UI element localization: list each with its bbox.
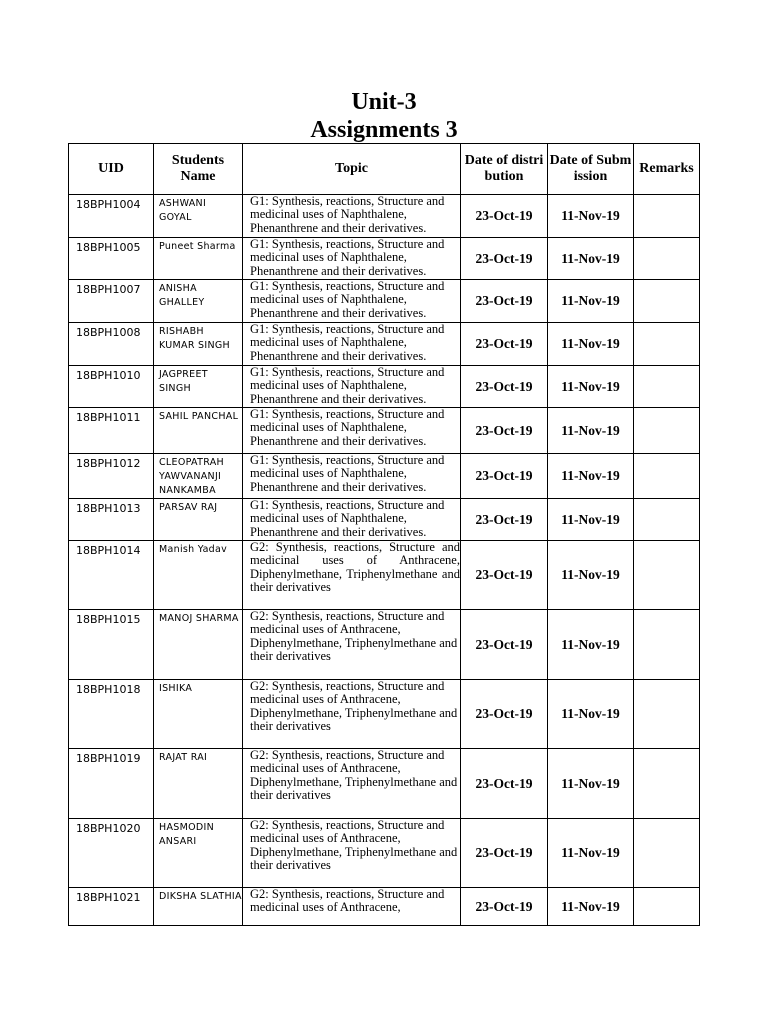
topic-cell: G1: Synthesis, reactions, Structure and medicinal uses of Naphthalene, Phenanthrene and their derivatives. [243, 195, 461, 238]
uid-cell: 18BPH1021 [69, 888, 154, 926]
topic-cell: G2: Synthesis, reactions, Structure and medicinal uses of Anthracene, Diphenylmethane, Triphenylmethane and their derivatives [243, 749, 461, 819]
remarks-cell [634, 749, 700, 819]
topic-cell: G1: Synthesis, reactions, Structure and medicinal uses of Naphthalene, Phenanthrene and their derivatives. [243, 454, 461, 499]
date-distribution-cell: 23-Oct-19 [461, 238, 548, 280]
date-distribution-cell: 23-Oct-19 [461, 408, 548, 454]
topic-cell: G2: Synthesis, reactions, Structure and medicinal uses of Anthracene, Diphenylmethane, Triphenylmethane and their derivatives [243, 610, 461, 680]
topic-cell: G1: Synthesis, reactions, Structure and medicinal uses of Naphthalene, Phenanthrene and their derivatives. [243, 323, 461, 366]
header-remarks: Remarks [634, 144, 700, 195]
topic-cell: G2: Synthesis, reactions, Structure and medicinal uses of Anthracene, Diphenylmethane, Triphenylmethane and their derivatives [243, 680, 461, 749]
uid-cell: 18BPH1019 [69, 749, 154, 819]
student-name-cell: RAJAT RAI [154, 749, 243, 819]
topic-cell: G1: Synthesis, reactions, Structure and medicinal uses of Naphthalene, Phenanthrene and their derivatives. [243, 366, 461, 408]
remarks-cell [634, 280, 700, 323]
remarks-cell [634, 680, 700, 749]
uid-cell: 18BPH1011 [69, 408, 154, 454]
remarks-cell [634, 238, 700, 280]
uid-cell: 18BPH1014 [69, 541, 154, 610]
date-submission-cell: 11-Nov-19 [548, 499, 634, 541]
date-distribution-cell: 23-Oct-19 [461, 888, 548, 926]
table-row [69, 238, 700, 280]
student-name-cell: JAGPREET SINGH [154, 366, 243, 408]
uid-cell: 18BPH1012 [69, 454, 154, 499]
uid-cell: 18BPH1005 [69, 238, 154, 280]
remarks-cell [634, 366, 700, 408]
table-row [69, 323, 700, 366]
student-name-cell: ISHIKA [154, 680, 243, 749]
uid-cell: 18BPH1020 [69, 819, 154, 888]
page-title-unit: Unit-3 [351, 89, 417, 115]
date-submission-cell: 11-Nov-19 [548, 238, 634, 280]
table-row [69, 680, 700, 749]
table-row [69, 819, 700, 888]
date-submission-cell: 11-Nov-19 [548, 888, 634, 926]
remarks-cell [634, 408, 700, 454]
date-submission-cell: 11-Nov-19 [548, 819, 634, 888]
topic-cell: G2: Synthesis, reactions, Structure and medicinal uses of Anthracene, [243, 888, 461, 926]
remarks-cell [634, 454, 700, 499]
uid-cell: 18BPH1008 [69, 323, 154, 366]
page-title-assignment: Assignments 3 [310, 117, 458, 143]
student-name-cell: ASHWANI GOYAL [154, 195, 243, 238]
remarks-cell [634, 541, 700, 610]
date-submission-cell: 11-Nov-19 [548, 408, 634, 454]
header-date-distribution: Date of distribution [461, 144, 548, 195]
date-distribution-cell: 23-Oct-19 [461, 499, 548, 541]
table-row [69, 749, 700, 819]
uid-cell: 18BPH1015 [69, 610, 154, 680]
date-distribution-cell: 23-Oct-19 [461, 610, 548, 680]
student-name-cell: ANISHA GHALLEY [154, 280, 243, 323]
student-name-cell: HASMODIN ANSARI [154, 819, 243, 888]
date-distribution-cell: 23-Oct-19 [461, 454, 548, 499]
remarks-cell [634, 888, 700, 926]
table-row [69, 610, 700, 680]
topic-cell: G1: Synthesis, reactions, Structure and medicinal uses of Naphthalene, Phenanthrene and their derivatives. [243, 280, 461, 323]
header-uid: UID [69, 144, 154, 195]
table-header-row [69, 144, 700, 195]
student-name-cell: PARSAV RAJ [154, 499, 243, 541]
date-distribution-cell: 23-Oct-19 [461, 541, 548, 610]
student-name-cell: MANOJ SHARMA [154, 610, 243, 680]
topic-cell: G2: Synthesis, reactions, Structure and medicinal uses of Anthracene, Diphenylmethane, Triphenylmethane and their derivatives [243, 819, 461, 888]
uid-cell: 18BPH1018 [69, 680, 154, 749]
date-submission-cell: 11-Nov-19 [548, 323, 634, 366]
table-row [69, 408, 700, 454]
remarks-cell [634, 819, 700, 888]
header-date-submission: Date of Submission [548, 144, 634, 195]
date-submission-cell: 11-Nov-19 [548, 454, 634, 499]
date-submission-cell: 11-Nov-19 [548, 280, 634, 323]
topic-cell: G1: Synthesis, reactions, Structure and medicinal uses of Naphthalene, Phenanthrene and their derivatives. [243, 499, 461, 541]
student-name-cell: DIKSHA SLATHIA [154, 888, 243, 926]
header-topic: Topic [243, 144, 461, 195]
table-row [69, 195, 700, 238]
header-student-name: Students Name [154, 144, 243, 195]
table-row [69, 454, 700, 499]
student-name-cell: Puneet Sharma [154, 238, 243, 280]
date-distribution-cell: 23-Oct-19 [461, 195, 548, 238]
table-row [69, 888, 700, 926]
student-name-cell: SAHIL PANCHAL [154, 408, 243, 454]
date-submission-cell: 11-Nov-19 [548, 680, 634, 749]
date-distribution-cell: 23-Oct-19 [461, 819, 548, 888]
date-distribution-cell: 23-Oct-19 [461, 280, 548, 323]
date-distribution-cell: 23-Oct-19 [461, 749, 548, 819]
remarks-cell [634, 610, 700, 680]
table-row [69, 280, 700, 323]
student-name-cell: Manish Yadav [154, 541, 243, 610]
remarks-cell [634, 323, 700, 366]
topic-cell: G2: Synthesis, reactions, Structure and medicinal uses of Anthracene, Diphenylmethane, Triphenylmethane and their derivatives [243, 541, 461, 610]
student-name-cell: CLEOPATRAH YAWVANANJI NANKAMBA [154, 454, 243, 499]
date-distribution-cell: 23-Oct-19 [461, 680, 548, 749]
uid-cell: 18BPH1004 [69, 195, 154, 238]
date-submission-cell: 11-Nov-19 [548, 610, 634, 680]
topic-cell: G1: Synthesis, reactions, Structure and medicinal uses of Naphthalene, Phenanthrene and their derivatives. [243, 408, 461, 454]
table-row [69, 541, 700, 610]
table-row [69, 499, 700, 541]
date-distribution-cell: 23-Oct-19 [461, 366, 548, 408]
date-submission-cell: 11-Nov-19 [548, 195, 634, 238]
date-submission-cell: 11-Nov-19 [548, 541, 634, 610]
remarks-cell [634, 195, 700, 238]
date-distribution-cell: 23-Oct-19 [461, 323, 548, 366]
assignments-table [68, 143, 700, 926]
date-submission-cell: 11-Nov-19 [548, 366, 634, 408]
student-name-cell: RISHABH KUMAR SINGH [154, 323, 243, 366]
remarks-cell [634, 499, 700, 541]
uid-cell: 18BPH1007 [69, 280, 154, 323]
topic-cell: G1: Synthesis, reactions, Structure and medicinal uses of Naphthalene, Phenanthrene and their derivatives. [243, 238, 461, 280]
date-submission-cell: 11-Nov-19 [548, 749, 634, 819]
uid-cell: 18BPH1013 [69, 499, 154, 541]
uid-cell: 18BPH1010 [69, 366, 154, 408]
table-row [69, 366, 700, 408]
